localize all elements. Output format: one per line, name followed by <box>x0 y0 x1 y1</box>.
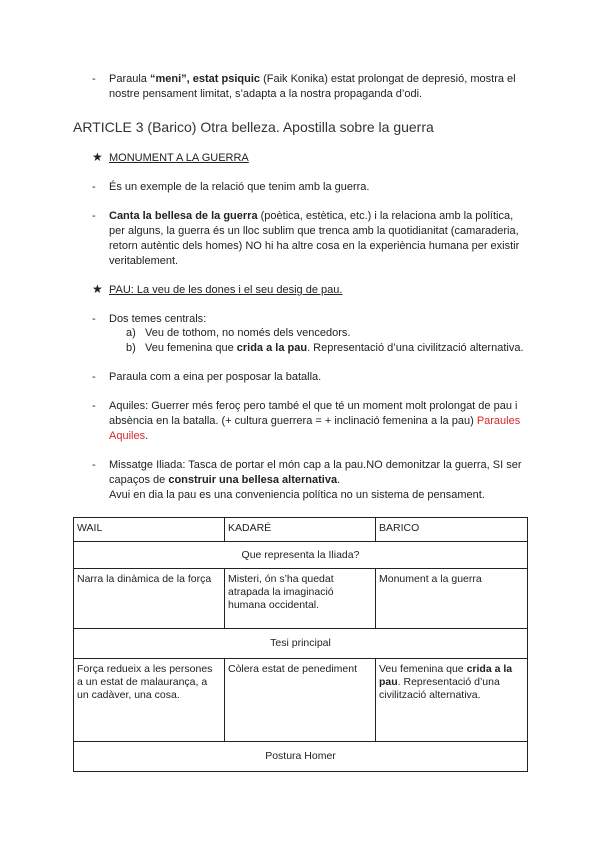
bullet-dash: - <box>92 459 96 471</box>
meni-paragraph <box>109 72 549 102</box>
aquiles-line2: absència en la batalla. (+ cultura guerrera = + inclinació femenina a la pau) <box>109 415 477 427</box>
temes-b-marker: b) <box>126 342 136 354</box>
header-kadare: KADARÉ <box>225 518 376 542</box>
table-header-row <box>74 518 528 542</box>
missatge-line2-post: . <box>337 474 341 486</box>
bullet-dash: - <box>92 313 96 325</box>
bullet-dash: - <box>92 210 96 222</box>
table-row <box>74 569 528 629</box>
aquiles-red-1: Paraules <box>476 415 521 427</box>
bullet-dash: - <box>92 371 96 383</box>
paraula-item: Paraula com a eina per posposar la batalla. <box>109 371 322 383</box>
table-row <box>74 659 528 742</box>
aquiles-line3-post: . <box>145 430 149 442</box>
aquiles-red-2: Aquiles <box>109 430 146 442</box>
section-title-monument: MONUMENT A LA GUERRA <box>109 152 249 164</box>
missatge-paragraph <box>109 458 554 503</box>
cell-wail-1: Narra la dinàmica de la força <box>74 569 225 629</box>
row-tesi: Tesi principal <box>74 629 528 659</box>
table-row <box>74 542 528 569</box>
monument-item2-line3: retorn autèntic dels homes) NO hi ha altre cosa en la experiència humana per existir <box>109 240 520 252</box>
aquiles-paragraph <box>109 399 554 444</box>
table-row <box>74 742 528 772</box>
monument-item1: És un exemple de la relació que tenim amb la guerra. <box>109 181 370 193</box>
missatge-line2-pre: capaços de <box>109 474 169 486</box>
bullet-dash: - <box>92 181 96 193</box>
temes-label: Dos temes centrals: <box>109 313 207 325</box>
header-wail: WAIL <box>74 518 225 542</box>
cell-kadare-2: Còlera estat de penediment <box>225 659 376 742</box>
temes-b-post: . Representació d’una civilització alternativa. <box>307 342 524 354</box>
star-icon: ★ <box>92 150 103 164</box>
barico-2-pre: Veu femenina que <box>379 663 467 675</box>
bullet-dash: - <box>92 73 96 85</box>
star-icon: ★ <box>92 282 103 296</box>
header-barico: BARICO <box>376 518 528 542</box>
monument-item2 <box>109 209 549 269</box>
cell-kadare-1: Misteri, ón s’ha quedat atrapada la imaginació humana occidental. <box>225 569 376 629</box>
temes-a-marker: a) <box>126 327 136 339</box>
comparison-table <box>73 517 528 772</box>
cell-barico-1: Monument a la guerra <box>376 569 528 629</box>
monument-item2-line2: per alguns, la guerra és un lloc sublim que trenca amb la quotidianitat (camaraderia, <box>109 225 519 237</box>
monument-item2-bold: Canta la bellesa de la guerra <box>109 210 258 222</box>
monument-item2-line1: (poètica, estètica, etc.) i la relaciona amb la política, <box>257 210 514 222</box>
cell-wail-2: Força redueix a les persones a un estat de malaurança, a un cadàver, una cosa. <box>74 659 225 742</box>
meni-rest: (Faik Konika) estat prolongat de depresió, mostra el <box>260 73 516 85</box>
temes-b-text <box>145 341 524 356</box>
article-heading: ARTICLE 3 (Barico) Otra belleza. Apostilla sobre la guerra <box>73 119 434 135</box>
monument-item2-line4: veritablement. <box>109 255 179 267</box>
meni-line2: nostre pensament limitat, s’adapta a la nostra propaganda d’odi. <box>109 88 423 100</box>
barico-2-bold: crida a la pau <box>379 663 513 688</box>
section-title-pau: PAU: La veu de les dones i el seu desig de pau. <box>109 284 343 296</box>
missatge-line2-bold: construir una bellesa alternativa <box>168 474 338 486</box>
row-postura: Postura Homer <box>74 742 528 772</box>
temes-b-bold: crida a la pau <box>236 342 308 354</box>
meni-bold: “meni”, estat psiquic <box>149 73 261 85</box>
meni-prefix: Paraula <box>109 73 150 85</box>
table-row <box>74 629 528 659</box>
bullet-dash: - <box>92 400 96 412</box>
cell-barico-2 <box>376 659 528 742</box>
row-lliada: Que representa la Iliada? <box>74 542 528 569</box>
aquiles-line1: Aquiles: Guerrer més feroç pero també el que té un moment molt prolongat de pau i <box>109 400 518 412</box>
temes-b-pre: Veu femenina que <box>145 342 237 354</box>
missatge-line1: Missatge Iliada: Tasca de portar el món cap a la pau.NO demonitzar la guerra, SI ser <box>109 459 522 471</box>
temes-a-text: Veu de tothom, no només dels vencedors. <box>145 327 351 339</box>
missatge-line3: Avui en dia la pau es una conveniencia política no un sistema de pensament. <box>109 489 485 501</box>
barico-2-post: . Representació d’una civilització alternativa. <box>379 676 500 701</box>
